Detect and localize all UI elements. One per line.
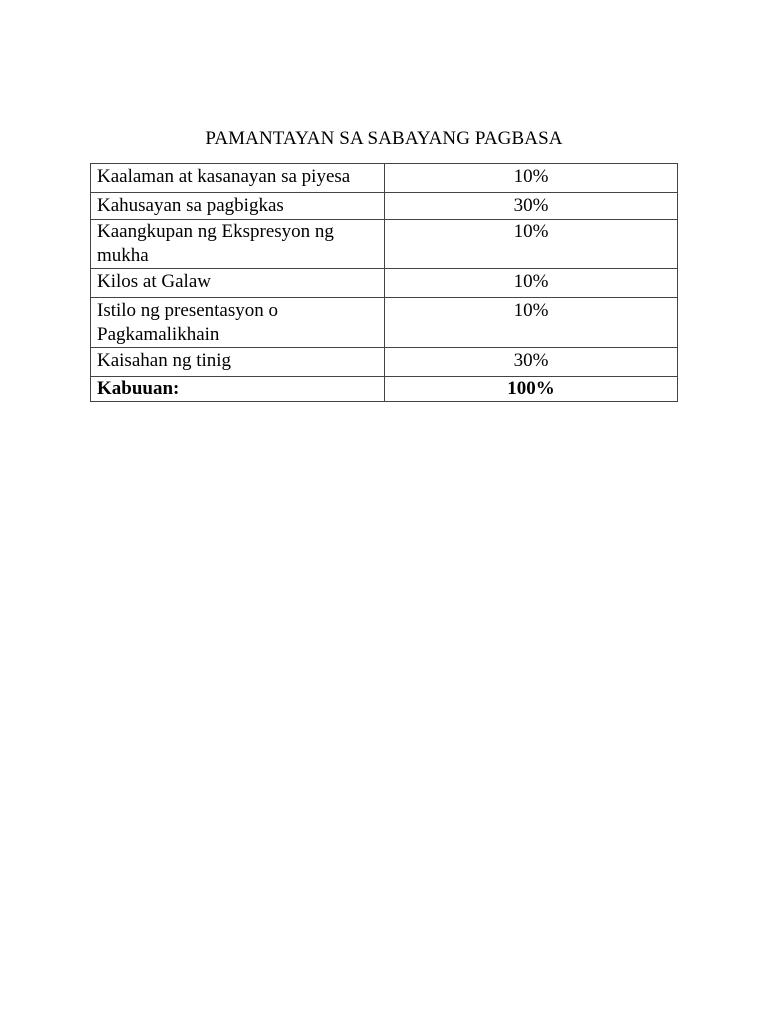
criterion-cell: Kilos at Galaw: [91, 269, 385, 298]
weight-cell: 10%: [385, 298, 678, 348]
rubric-table: [90, 163, 678, 402]
weight-cell: 10%: [385, 269, 678, 298]
criterion-cell: Kahusayan sa pagbigkas: [91, 193, 385, 220]
weight-cell: 30%: [385, 348, 678, 377]
criterion-cell: Kaalaman at kasanayan sa piyesa: [91, 164, 385, 193]
table-row: [91, 298, 678, 348]
table-row: [91, 164, 678, 193]
total-row: [91, 377, 678, 402]
table-row: [91, 193, 678, 220]
table-row: [91, 220, 678, 269]
total-value: 100%: [385, 377, 678, 402]
criterion-cell: Kaangkupan ng Ekspresyon ng mukha: [91, 220, 385, 269]
weight-cell: 30%: [385, 193, 678, 220]
total-label: Kabuuan:: [91, 377, 385, 402]
weight-cell: 10%: [385, 220, 678, 269]
criterion-cell: Istilo ng presentasyon o Pagkamalikhain: [91, 298, 385, 348]
criterion-cell: Kaisahan ng tinig: [91, 348, 385, 377]
table-row: [91, 269, 678, 298]
weight-cell: 10%: [385, 164, 678, 193]
table-row: [91, 348, 678, 377]
page-title: PAMANTAYAN SA SABAYANG PAGBASA: [205, 128, 563, 149]
